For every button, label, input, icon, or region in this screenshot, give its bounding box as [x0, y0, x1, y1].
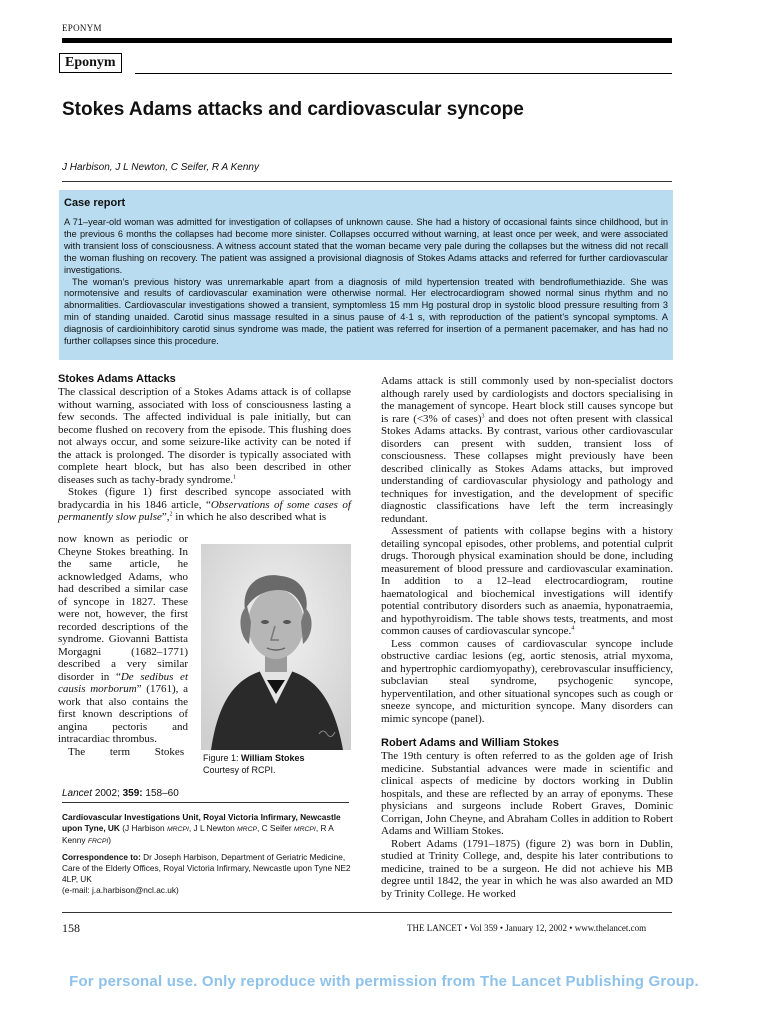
author-affiliation [62, 812, 352, 900]
permission-watermark: For personal use. Only reproduce with permission from The Lancet Publishing Group. [69, 973, 699, 990]
section-divider [135, 73, 672, 74]
author-list: J Harbison, J L Newton, C Seifer, R A Kenny [62, 162, 259, 173]
left-column-top [58, 373, 351, 524]
case-report-box [59, 190, 673, 360]
top-rule [62, 38, 672, 43]
affiliation-paragraph: Cardiovascular Investigations Unit, Royal Victoria Infirmary, Newcastle upon Tyne, UK (J Harbison MRCPI, J L Newton MRCP, C Seifer MRCPI, R A Kenny FRCPI) [62, 812, 341, 846]
body-paragraph-continued: The term Stokes [68, 745, 185, 758]
figure-caption [203, 753, 305, 776]
body-paragraph: Adams attack is still commonly used by non-specialist doctors although rarely used by cardiologists and doctors specialising in the management of syncope. Heart block still causes syncope but is rare (<3% of cases)$^3$ and does not often present with classical Stokes Adams attacks. By contrast, various other cardiovascular disorders can present with sudden, transient loss of consciousness. These collapses might previously have been described clinically as Stokes Adams attacks, but improved understanding of cardiovascular physiology and pathology and techniques for investigation, and the development of specific diagnostic classifications have left the term increasingly redundant. [381, 375, 673, 525]
journal-footer: THE LANCET • Vol 359 • January 12, 2002 • www.thelancet.com [407, 923, 647, 933]
article-title: Stokes Adams attacks and cardiovascular syncope [62, 99, 524, 120]
case-report-paragraph: The woman’s previous history was unremarkable apart from a diagnosis of mild hypertension treated with bendroflumethiazide. She was normotensive and results of cardiovascular examination were otherwise normal. Her electrocardiogram showed normal sinus rhythm and no abnormalities. Cardiovascular investigations showed a transient, symptomless 15 mm Hg postural drop in systolic blood pressure resulting from 3 min of standing unaided. Carotid sinus massage resulted in a sinus pause of 4·1 s, with reproduction of the patient’s syncopal symptoms. A diagnosis of cardioinhibitory carotid sinus syndrome was made, the patient was referred for insertion of a permanent pacemaker, and has had no further collapses since this procedure. [64, 276, 668, 347]
section-heading-adams-stokes: Robert Adams and William Stokes [381, 737, 559, 749]
journal-citation: Lancet 2002; 359: 158–60 [62, 788, 179, 799]
section-label: Eponym [59, 53, 122, 73]
left-column-wrap [58, 533, 188, 758]
reference-marker: 4 [571, 625, 575, 632]
portrait-image [201, 544, 351, 750]
correspondence-email[interactable]: (e-mail: j.a.harbison@ncl.ac.uk) [62, 885, 179, 896]
body-paragraph: Robert Adams (1791–1875) (figure 2) was born in Dublin, studied at Trinity College, and, despite his later contributions to medicine, trained to be a surgeon. He did not achieve his MB degree until 1842, the year in which he was also awarded an MD by Trinity College. He worked [381, 837, 673, 900]
author-divider [62, 181, 672, 182]
case-report-paragraph: A 71–year-old woman was admitted for investigation of collapses of unknown cause. She had a history of occasional faints since childhood, but in the previous 6 months the collapses had become more sinister. Collapses occurred without warning, at least once per week, and were associated with transient loss of consciousness. A witness account stated that the woman became very pale during the collapses but the witness did not recall the woman flushing on recovery. The patient was assigned a provisional diagnosis of Stokes Adams attacks and referred for further cardiovascular investigations. [64, 217, 668, 275]
body-paragraph: The classical description of a Stokes Adams attack is of collapse without warning, associated with loss of consciousness lasting a few seconds. The affected individual is pale initially, but can become flushed on recovery from the episode. This flushing does not always occur, and some seizure-like activity can be noted if the attack is prolonged. The disorder is typically associated with complete heart block, but has also been described in other diseases such as tachy-brady syndrome.$^1$ [58, 386, 351, 486]
figure-credit: Courtesy of RCPI. [203, 764, 276, 775]
book-title: De sedibus et causis morborum [58, 670, 188, 695]
body-paragraph: The 19th century is often referred to as the golden age of Irish medicine. Substantial advances were made in scientific and clinical aspects of medicine by doctors working in Dublin hospitals, and these are reflected by an array of eponyms. These physicians and surgeons include Robert Graves, Dominic Corrigan, John Cheyne, and Abraham Colles in addition to Robert Adams and William Stokes. [381, 750, 673, 837]
figure-label: Figure 1: [203, 753, 239, 763]
section-heading-stokes-adams: Stokes Adams Attacks [58, 373, 176, 385]
article-citation-title: Observations of some cases of permanently slow pulse [58, 498, 351, 523]
correspondence-paragraph: Correspondence to: Dr Joseph Harbison, Department of Geriatric Medicine, Care of the Elderly Offices, Royal Victoria Infirmary, Newcastle upon Tyne NE2 4LP, UK (e-mail: j.a.harbison@ncl.ac.uk) [62, 851, 351, 896]
running-head: EPONYM [62, 23, 102, 33]
body-paragraph: Assessment of patients with collapse begins with a history detailing syncopal episodes, other problems, and potential culprit drugs. Thorough physical examination should be done, including measurement of blood pressure and cardiovascular examination. In addition to a 12–lead electrocardiogram, routine haematological and biochemical investigations will identify potential contributory disorders such as anaemia, hyponatraemia, and hypothyroidism. The table shows tests, treatments, and most common causes of cardiovascular syncope.$^4$ [381, 525, 673, 637]
citation-divider [62, 802, 349, 803]
william-stokes-portrait [201, 544, 351, 750]
figure-title: William Stokes [241, 753, 305, 763]
body-paragraph: Less common causes of cardiovascular syncope include obstructive cardiac lesions (eg, aortic stenosis, atrial myxoma, and hypertrophic cardiomyopathy), cerebrovascular insufficiency, subclavian steal syndrome, psychogenic syncope, hyperventilation, and other situational syncopes such as cough or sneeze syncope, and micturition syncope. Many disorders can mimic syncope (panel). [381, 637, 673, 725]
page-number: 158 [62, 921, 80, 935]
footer-rule [62, 912, 672, 913]
case-report-heading: Case report [64, 197, 126, 209]
reference-marker: 3 [481, 412, 485, 419]
body-paragraph: now known as periodic or Cheyne Stokes breathing. In the same article, he acknowledged Adams, who had described a similar case of syncope in 1827. These were not, however, the first recorded descriptions of the syndrome. Giovanni Battista Morgagni (1682–1771) described a very similar disorder in “De sedibus et causis morborum” (1761), a work that also contains the first known descriptions of angina pectoris and intracardiac thrombus. [58, 533, 188, 745]
right-column [381, 375, 673, 900]
body-paragraph: Stokes (figure 1) first described syncope associated with bradycardia in his 1846 article, “Observations of some cases of permanently slow pulse”,$^2$ in which he also described what is [58, 486, 351, 523]
reference-marker: 2 [169, 511, 173, 518]
reference-marker: 1 [233, 473, 237, 480]
